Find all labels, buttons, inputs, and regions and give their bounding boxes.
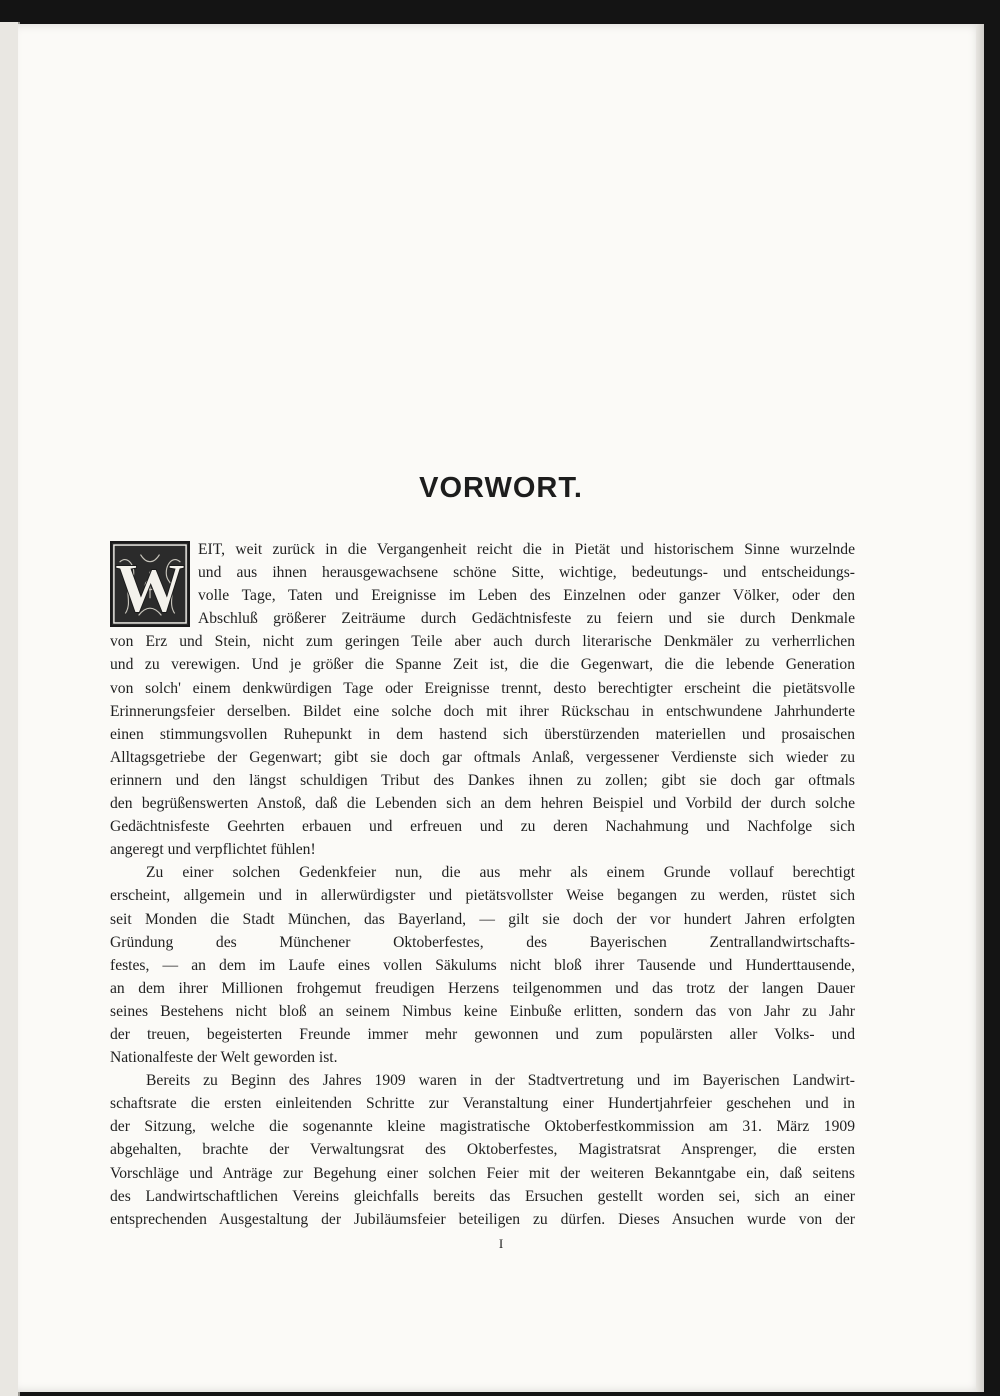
text-line: seines Bestehens nicht bloß an seinem Nimbus keine Einbuße erlitten, sondern das von Jahr zu Jahr — [110, 1002, 855, 1020]
initial-letter: W — [114, 549, 186, 625]
text-line: erinnern und den längst schuldigen Tribut des Dankes ihnen zu zollen; gibt sie doch gar oftmals — [110, 771, 855, 789]
text-line: der Sitzung, welche die sogenannte kleine magistratische Oktoberfestkommission am 31. März 1909 — [110, 1118, 855, 1136]
decorated-initial-w — [110, 541, 190, 627]
text-line: des Landwirtschaftlichen Vereins gleichfalls bereits das Ersuchen gestellt worden sei, sich an einer — [110, 1187, 855, 1205]
preface-text — [110, 538, 855, 1231]
text-line: Gedächtnisfeste Geehrten erbauen und erfreuen und zu deren Nachahmung und Nachfolge sich — [110, 818, 855, 836]
text-line: Vorschläge und Anträge zur Begehung einer solchen Feier mit der weiteren Bekanntgabe ein, daß seitens — [110, 1164, 855, 1182]
text-line: seit Monden die Stadt München, das Bayerland, — gilt sie doch der vor hundert Jahren erfolgten — [110, 910, 855, 928]
text-line: Zu einer solchen Gedenkfeier nun, die aus mehr als einem Grunde vollauf berechtigt — [146, 864, 855, 882]
text-line: von Erz und Stein, nicht zum geringen Teile aber auch durch literarische Denkmäler zu verherrlichen — [110, 633, 855, 651]
page-number: I — [498, 1236, 504, 1251]
text-line: EIT, weit zurück in die Vergangenheit reicht die in Pietät und historischem Sinne wurzelnde — [198, 541, 855, 558]
page-title: VORWORT. — [419, 472, 583, 504]
text-line: volle Tage, Taten und Ereignisse im Leben des Einzelnen oder ganzer Völker, oder den — [198, 587, 855, 605]
text-line: von solch' einem denkwürdigen Tage oder Ereignisse trennt, desto berechtigter erscheint die pietätsvolle — [110, 679, 855, 697]
text-line: abgehalten, brachte der Verwaltungsrat des Oktoberfestes, Magistratsrat Ansprenger, die ersten — [110, 1141, 855, 1159]
text-line: Bereits zu Beginn des Jahres 1909 waren in der Stadtvertretung und im Bayerischen Landwirt- — [146, 1072, 855, 1090]
text-line: entsprechenden Ausgestaltung der Jubiläumsfeier beteiligen zu dürfen. Dieses Ansuchen wurde von der — [110, 1210, 855, 1228]
text-line: an dem ihrer Millionen frohgemut freudigen Herzens teilgenommen und das trotz der langen Dauer — [110, 979, 855, 997]
text-line: und aus ihnen herausgewachsene schöne Sitte, wichtige, bedeutungs- und entscheidungs- — [198, 564, 855, 582]
text-line: einen stimmungsvollen Ruhepunkt in dem hastend sich überstürzenden materiellen und prosaischen — [110, 725, 855, 743]
ornamental-initial-graphic — [112, 543, 188, 625]
text-line: Alltagsgetriebe der Gegenwart; gibt sie doch gar oftmals Anlaß, vergessener Verdienste sich wieder zu — [110, 748, 855, 766]
text-line: der treuen, begeisterten Freunde immer mehr gewonnen und zum populärsten aller Volks- und — [110, 1025, 855, 1043]
text-line: Abschluß größerer Zeiträume durch Gedächtnisfeste zu feiern und sie durch Denkmale — [198, 610, 855, 628]
text-line: angeregt und verpflichtet fühlen! — [110, 841, 316, 859]
page-edge — [976, 24, 984, 1392]
text-line: den begrüßenswerten Anstoß, daß die Lebenden sich an dem hehren Beispiel und Vorbild der durch solche — [110, 795, 855, 813]
text-line: Erinnerungsfeier derselben. Bildet eine solche doch mit ihrer Rückschau in entschwundene Jahrhunderte — [110, 702, 855, 720]
text-line: Gründung des Münchener Oktoberfestes, des Bayerischen Zentrallandwirtschafts- — [110, 933, 855, 951]
book-spine — [0, 22, 20, 1396]
text-line: erscheint, allgemein und in allerwürdigster und pietätsvollster Weise begangen zu werden, rüstet sich — [110, 887, 855, 905]
book-page — [18, 24, 984, 1392]
text-line: Nationalfeste der Welt geworden ist. — [110, 1049, 338, 1067]
text-line: schaftsrate die ersten einleitenden Schritte zur Veranstaltung einer Hundertjahrfeier geschehen und in — [110, 1095, 855, 1113]
text-line: und zu verewigen. Und je größer die Spanne Zeit ist, die die Gegenwart, die die lebende Generation — [110, 656, 855, 674]
text-line: festes, — an dem im Laufe eines vollen Säkulums nicht bloß ihrer Tausende und Hunderttausende, — [110, 956, 855, 974]
